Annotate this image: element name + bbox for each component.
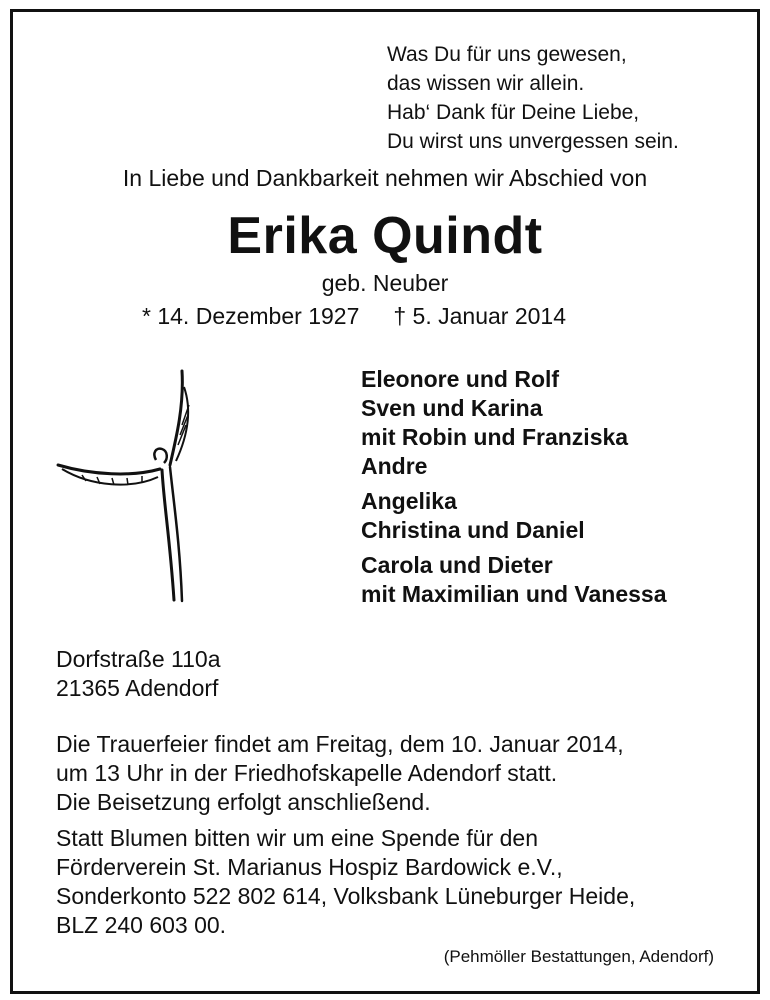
poem-line: Hab‘ Dank für Deine Liebe,	[387, 101, 640, 124]
life-dates	[142, 303, 566, 330]
birth-name: geb. Neuber	[321, 270, 449, 296]
poem	[387, 40, 679, 156]
address	[56, 645, 220, 703]
donation-line: Sonderkonto 522 802 614, Volksbank Lüneburger Heide,	[56, 883, 636, 909]
funeral-line: Die Trauerfeier findet am Freitag, dem 10. Januar 2014,	[56, 731, 624, 757]
funeral-line: um 13 Uhr in der Friedhofskapelle Adendorf statt.	[56, 760, 558, 786]
poem-line: Was Du für uns gewesen,	[387, 43, 627, 66]
cross-figure-icon	[52, 365, 202, 605]
donation-line: Förderverein St. Marianus Hospiz Bardowick e.V.,	[56, 854, 563, 880]
family-line: Sven und Karina	[361, 395, 543, 421]
poem-line: Du wirst uns unvergessen sein.	[387, 130, 679, 153]
donation-line: Statt Blumen bitten wir um eine Spende für den	[56, 825, 539, 851]
address-city: 21365 Adendorf	[56, 675, 219, 701]
deceased-name: Erika Quindt	[227, 207, 543, 265]
family-list	[361, 365, 667, 615]
family-group	[361, 365, 667, 481]
birth-date: * 14. Dezember 1927	[142, 303, 360, 329]
family-group	[361, 551, 667, 609]
family-line: Andre	[361, 453, 428, 479]
donation-line: BLZ 240 603 00.	[56, 912, 227, 938]
family-line: mit Robin und Franziska	[361, 424, 629, 450]
intro-text: In Liebe und Dankbarkeit nehmen wir Abschied von	[122, 165, 648, 191]
address-street: Dorfstraße 110a	[56, 646, 221, 672]
family-line: mit Maximilian und Vanessa	[361, 581, 667, 607]
funeral-info	[56, 730, 624, 817]
death-date: † 5. Januar 2014	[393, 303, 566, 329]
donation-info	[56, 824, 635, 940]
family-group	[361, 487, 667, 545]
funeral-line: Die Beisetzung erfolgt anschließend.	[56, 789, 431, 815]
family-line: Angelika	[361, 488, 457, 514]
family-line: Eleonore und Rolf	[361, 366, 560, 392]
poem-line: das wissen wir allein.	[387, 72, 585, 95]
undertaker-credit: (Pehmöller Bestattungen, Adendorf)	[443, 947, 714, 966]
family-line: Carola und Dieter	[361, 552, 553, 578]
family-line: Christina und Daniel	[361, 517, 585, 543]
